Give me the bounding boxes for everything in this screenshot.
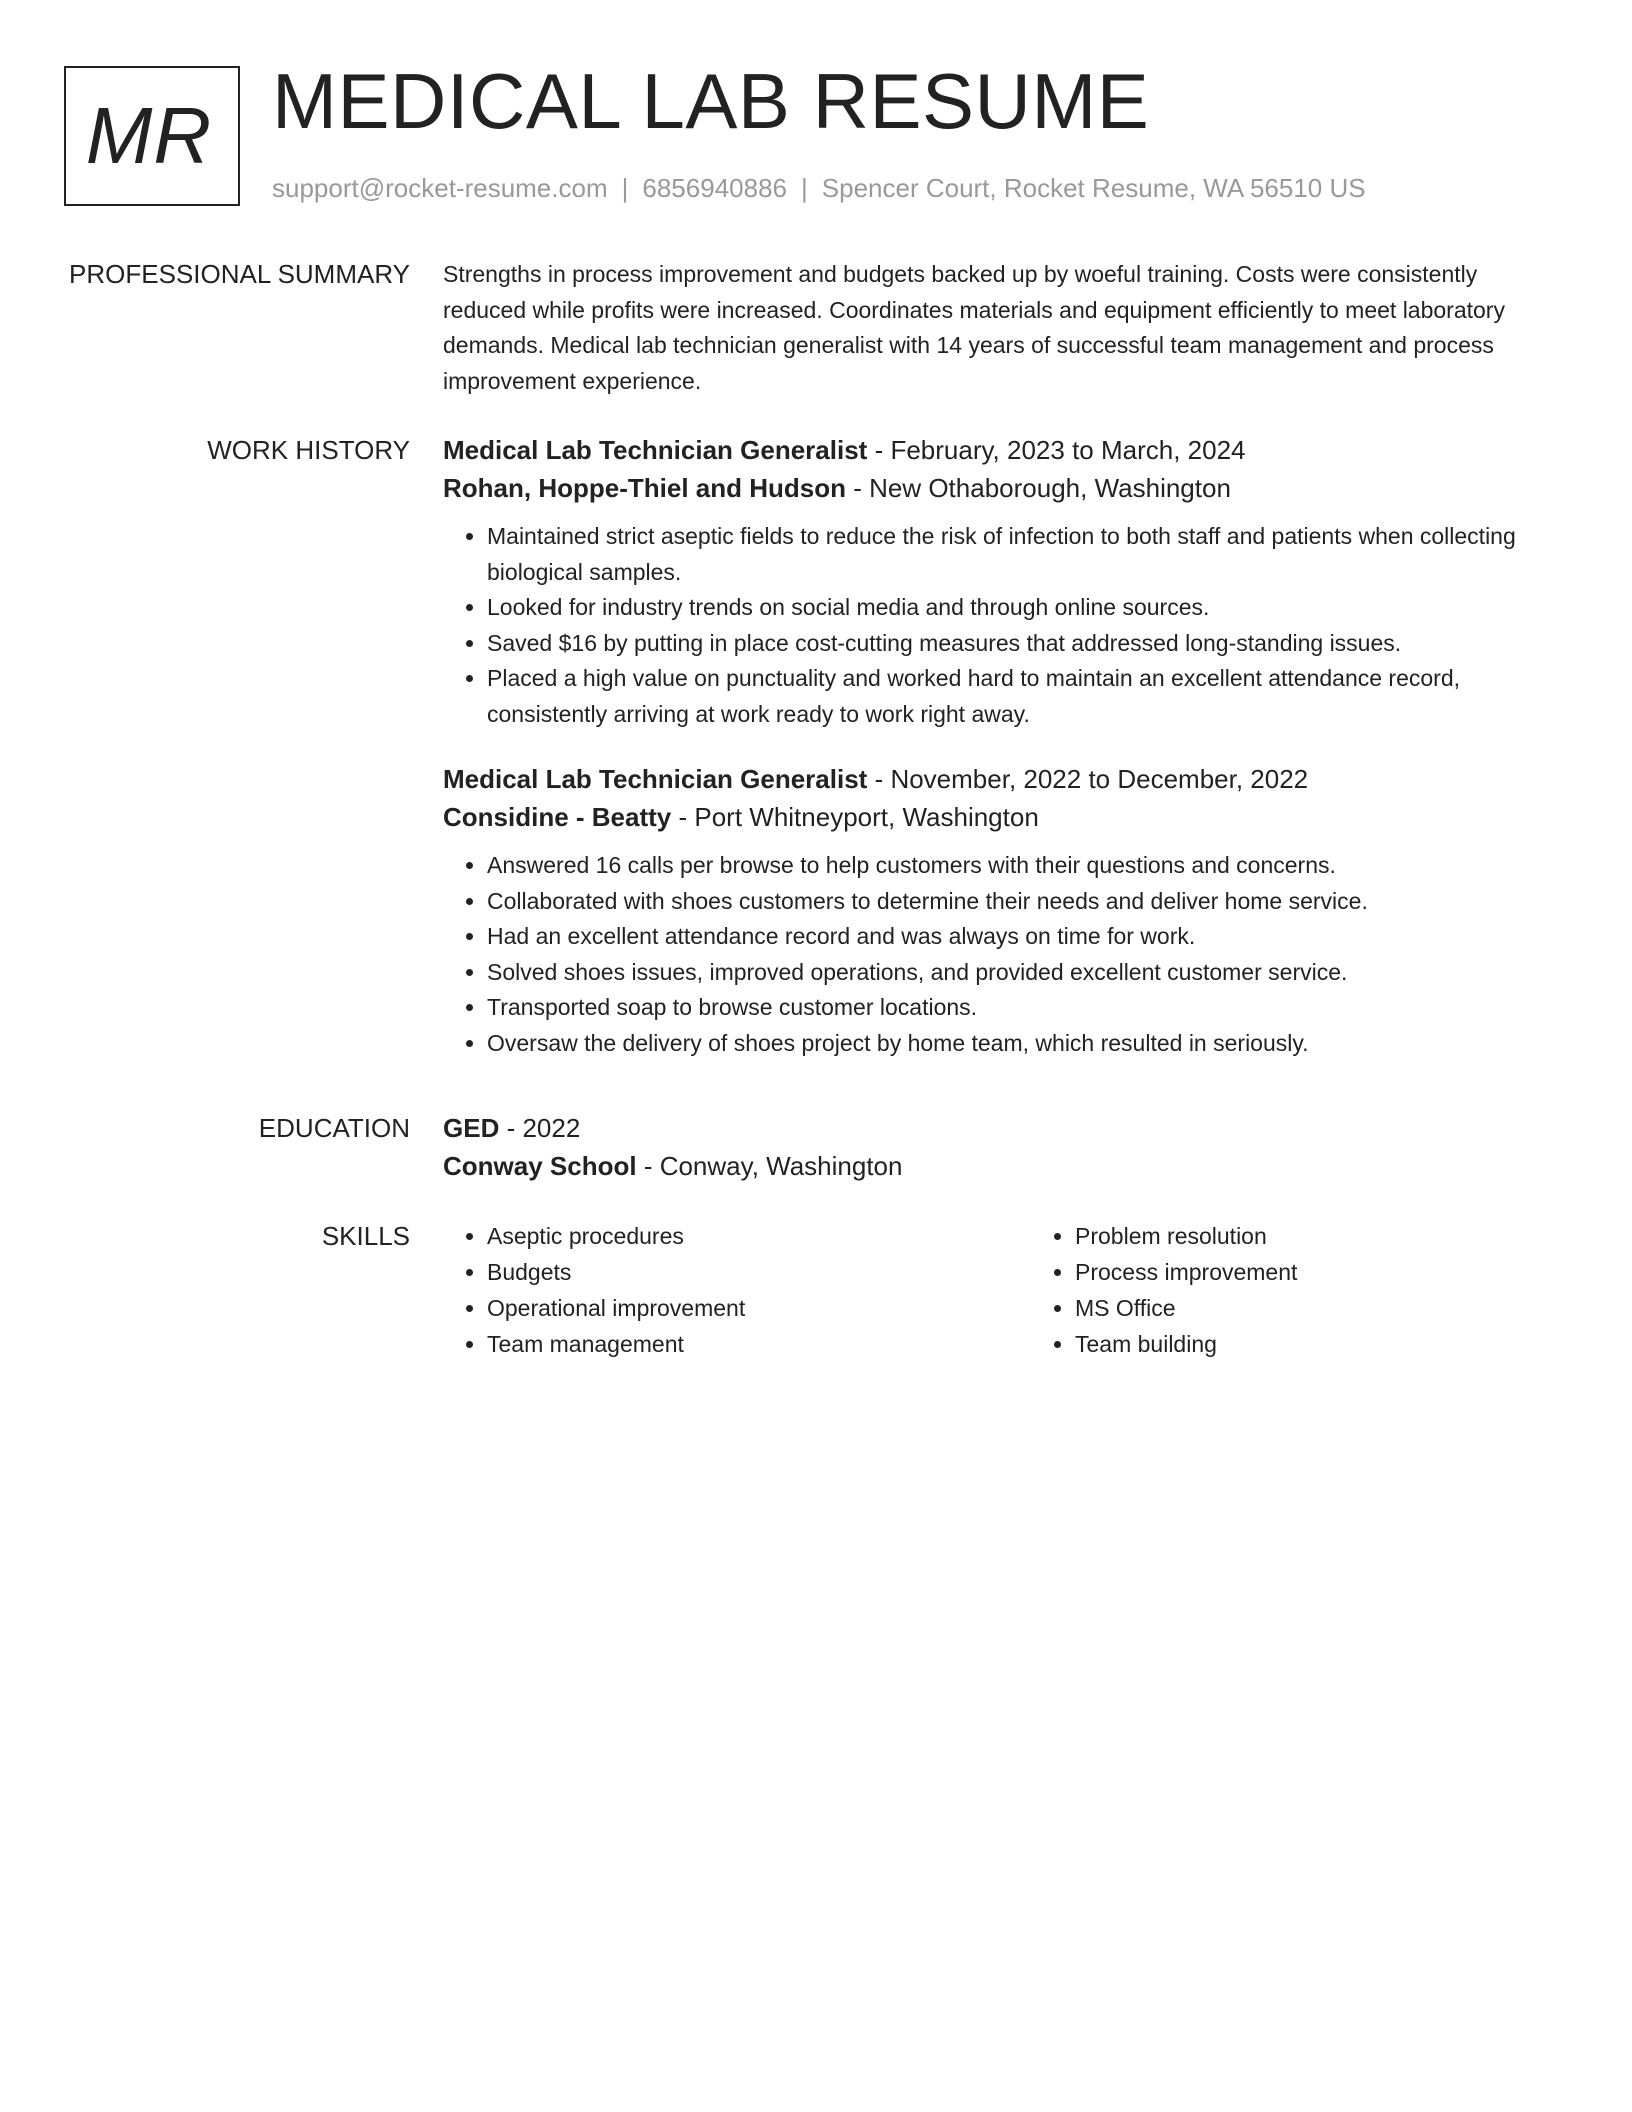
job-location: - New Othaborough, Washington — [853, 473, 1231, 503]
job-dates: - November, 2022 to December, 2022 — [874, 764, 1309, 794]
education-location: - Conway, Washington — [643, 1151, 903, 1181]
list-item: • Oversaw the delivery of shoes project by home team, which resulted in seriously. — [487, 1026, 1563, 1062]
education-degree-line — [443, 1109, 1563, 1147]
skill-item: • Budgets — [487, 1254, 975, 1290]
education-label: EDUCATION — [258, 1113, 410, 1143]
skill-item: • MS Office — [1075, 1290, 1563, 1326]
education-school-line — [443, 1147, 1563, 1185]
list-item: • Placed a high value on punctuality and worked hard to maintain an excellent attendance record, consistently arriving at work ready to work right away. — [487, 661, 1563, 732]
education-body — [443, 1109, 1563, 1185]
job-title: Medical Lab Technician Generalist — [443, 764, 868, 794]
job-bullets — [443, 848, 1563, 1061]
skill-item: • Team building — [1075, 1326, 1563, 1362]
list-item: • Had an excellent attendance record and was always on time for work. — [487, 919, 1563, 955]
skills-body — [443, 1218, 1563, 1362]
resume-title: MEDICAL LAB RESUME — [272, 57, 1150, 145]
job-title-line — [443, 431, 1563, 469]
list-item: • Looked for industry trends on social media and through online sources. — [487, 590, 1563, 626]
job-entry — [443, 760, 1563, 1061]
list-item: • Maintained strict aseptic fields to reduce the risk of infection to both staff and patients when collecting biological samples. — [487, 519, 1563, 590]
skill-item: • Team management — [487, 1326, 975, 1362]
job-bullets — [443, 519, 1563, 732]
work-history-body — [443, 431, 1563, 1061]
monogram-initials: MR — [85, 91, 213, 180]
education-school: Conway School — [443, 1151, 637, 1181]
job-entry — [443, 431, 1563, 732]
job-company-line — [443, 798, 1563, 836]
skills-label: SKILLS — [321, 1221, 410, 1251]
list-item: • Saved $16 by putting in place cost-cutting measures that addressed long-standing issues. — [487, 626, 1563, 662]
monogram-box — [64, 66, 240, 206]
job-location: - Port Whitneyport, Washington — [678, 802, 1039, 832]
job-company-line — [443, 469, 1563, 507]
contact-email: support@rocket-resume.com — [272, 173, 608, 203]
contact-line — [272, 172, 1366, 204]
education-degree: GED — [443, 1113, 500, 1143]
education-year: - 2022 — [506, 1113, 581, 1143]
list-item: • Transported soap to browse customer locations. — [487, 990, 1563, 1026]
job-title: Medical Lab Technician Generalist — [443, 435, 868, 465]
list-item: • Answered 16 calls per browse to help customers with their questions and concerns. — [487, 848, 1563, 884]
skill-item: • Aseptic procedures — [487, 1218, 975, 1254]
work-history-label: WORK HISTORY — [207, 435, 410, 465]
summary-text: Strengths in process improvement and budgets backed up by woeful training. Costs were consistently reduced while profits were increased. Coordinates materials and equipment efficiently to meet laboratory demands. Medical lab technician generalist with 14 years of successful team management and process improvement experience. — [443, 261, 1505, 394]
contact-separator: | — [801, 173, 808, 203]
skill-item: • Operational improvement — [487, 1290, 975, 1326]
contact-phone: 6856940886 — [642, 173, 787, 203]
list-item: • Collaborated with shoes customers to determine their needs and deliver home service. — [487, 884, 1563, 920]
skill-item: • Problem resolution — [1075, 1218, 1563, 1254]
skill-item: • Process improvement — [1075, 1254, 1563, 1290]
summary-label: PROFESSIONAL SUMMARY — [69, 259, 410, 289]
job-dates: - February, 2023 to March, 2024 — [874, 435, 1246, 465]
skills-column-left — [443, 1218, 975, 1362]
job-company: Considine - Beatty — [443, 802, 672, 832]
contact-separator: | — [621, 173, 629, 203]
contact-address: Spencer Court, Rocket Resume, WA 56510 US — [821, 173, 1366, 203]
skills-grid — [443, 1218, 1563, 1362]
list-item: • Solved shoes issues, improved operations, and provided excellent customer service. — [487, 955, 1563, 991]
skills-column-right — [975, 1218, 1563, 1362]
job-company: Rohan, Hoppe-Thiel and Hudson — [443, 473, 846, 503]
job-title-line — [443, 760, 1563, 798]
summary-body — [443, 258, 1563, 399]
